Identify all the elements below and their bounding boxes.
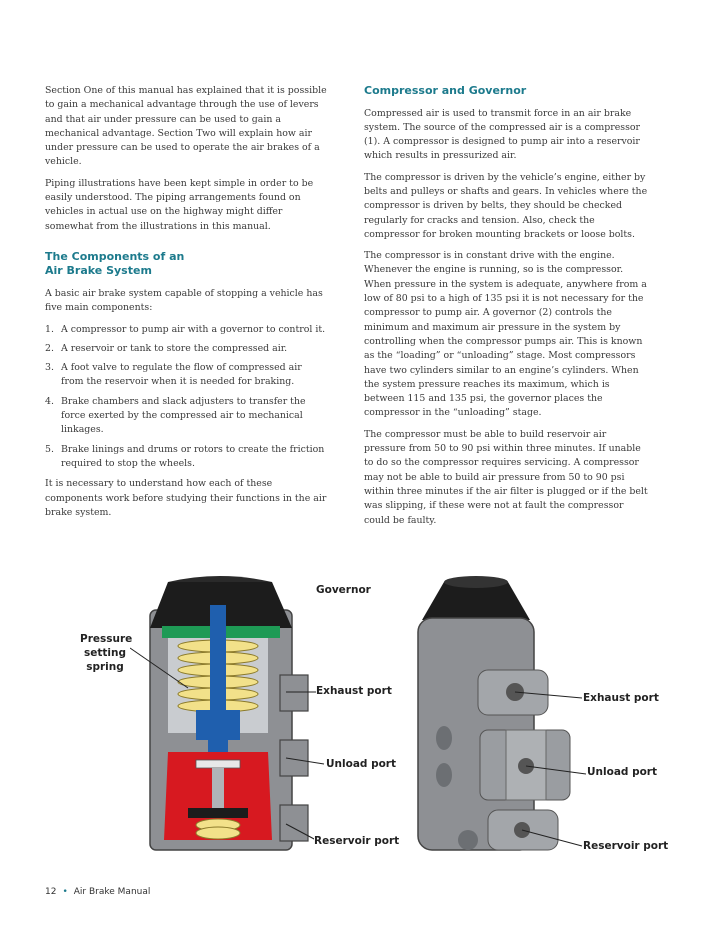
list-item-text: Brake chambers and slack adjusters to transfer the force exerted by the compressed air to mechanical linkages. <box>61 395 306 436</box>
exhaust-port-label-exterior: Exhaust port <box>583 692 659 704</box>
compressor-paragraph-3: The compressor is in constant drive with the engine. Whenever the engine is running, so is the compressor. When pressure in the system is adequate, anywhere from a low of 80 psi to a high of 135 psi it is not necessary for the compressor to pump air. A governor (2) controls the minimum and maximum air pressure in the system by controlling when the compressor pumps air. This is known as the “loading” or “unloading” stage. Most compressors have two cylinders similar to an engine’s cylinders. When the system pressure reaches its maximum, which is between 115 and 135 psi, the governor places the compressor in the “unloading” stage. <box>364 250 647 419</box>
list-item <box>45 361 327 390</box>
list-item-number: 4. <box>45 395 54 407</box>
components-heading-line-1: The Components of an <box>45 249 185 263</box>
unload-port-label-exterior: Unload port <box>587 766 657 778</box>
list-item-text: A reservoir or tank to store the compressed air. <box>61 342 288 354</box>
components-heading <box>45 250 327 279</box>
governor-figure <box>0 570 728 880</box>
compressor-paragraph-1: Compressed air is used to transmit force in an air brake system. The source of the compressed air is a compressor (1). A compressor is designed to pump air into a reservoir which results in pressurized air. <box>364 107 641 162</box>
footer-bullet: • <box>62 887 68 897</box>
reservoir-port-label-cutaway: Reservoir port <box>314 835 400 847</box>
page-footer <box>45 887 150 897</box>
list-item <box>45 443 327 472</box>
spring-label-line-2: setting <box>84 647 126 659</box>
list-item <box>45 342 327 356</box>
list-item-number: 3. <box>45 362 54 374</box>
compressor-paragraph-4: The compressor must be able to build reservoir air pressure from 50 to 90 psi within three minutes. If unable to do so the compressor requires servicing. A compressor may not be able to build air pressure from 50 to 90 psi within three minutes if the air filter is plugged or if the belt was slipping, if these were not at fault the compressor could be faulty. <box>364 428 648 526</box>
governor-illustration <box>0 570 728 880</box>
exhaust-port-label-cutaway: Exhaust port <box>316 685 392 697</box>
list-item-text: A foot valve to regulate the flow of compressed air from the reservoir when it is needed for braking. <box>61 362 302 388</box>
spring-label-line-3: spring <box>86 661 124 673</box>
list-item-text: A compressor to pump air with a governor to control it. <box>61 323 326 335</box>
closing-paragraph: It is necessary to understand how each of these components work before studying their functions in the air brake system. <box>45 478 327 518</box>
list-item-number: 5. <box>45 443 54 455</box>
governor-title: Governor <box>316 584 371 596</box>
components-intro: A basic air brake system capable of stopping a vehicle has five main components: <box>45 287 323 314</box>
right-column <box>364 84 650 535</box>
pressure-setting-spring-label <box>80 632 133 674</box>
compressor-paragraph-2: The compressor is driven by the vehicle’s engine, either by belts and pulleys or shafts and gears. In vehicles where the compressor is driven by belts, they should be checked regularly for cracks and tension. Also, check the compressor for broken mounting brackets or loose bolts. <box>364 171 648 240</box>
intro-paragraph-1: Section One of this manual has explained that it is possible to gain a mechanical advantage through the use of levers and that air under pressure can be used to gain a mechanical advantage. Section Two will explain how air under pressure can be used to operate the air brakes of a vehicle. <box>45 85 327 168</box>
spring-label-line-1: Pressure <box>80 633 133 645</box>
intro-paragraph-2: Piping illustrations have been kept simple in order to be easily understood. The piping arrangements found on vehicles in actual use on the highway might differ somewhat from the illustrations in this manual. <box>45 177 314 232</box>
list-item <box>45 395 327 438</box>
list-item <box>45 323 327 337</box>
list-item-number: 1. <box>45 323 54 335</box>
components-list <box>45 323 327 472</box>
unload-port-label-cutaway: Unload port <box>326 758 396 770</box>
page-number: 12 <box>45 887 57 897</box>
reservoir-port-label-exterior: Reservoir port <box>583 840 669 852</box>
list-item-text: Brake linings and drums or rotors to create the friction required to stop the wheels. <box>61 443 325 469</box>
manual-title: Air Brake Manual <box>73 887 151 897</box>
list-item-number: 2. <box>45 342 54 354</box>
governor-exterior <box>418 576 570 850</box>
compressor-heading: Compressor and Governor <box>364 84 527 97</box>
components-heading-line-2: Air Brake System <box>45 264 152 278</box>
governor-cutaway <box>150 576 308 850</box>
left-column <box>45 84 327 527</box>
